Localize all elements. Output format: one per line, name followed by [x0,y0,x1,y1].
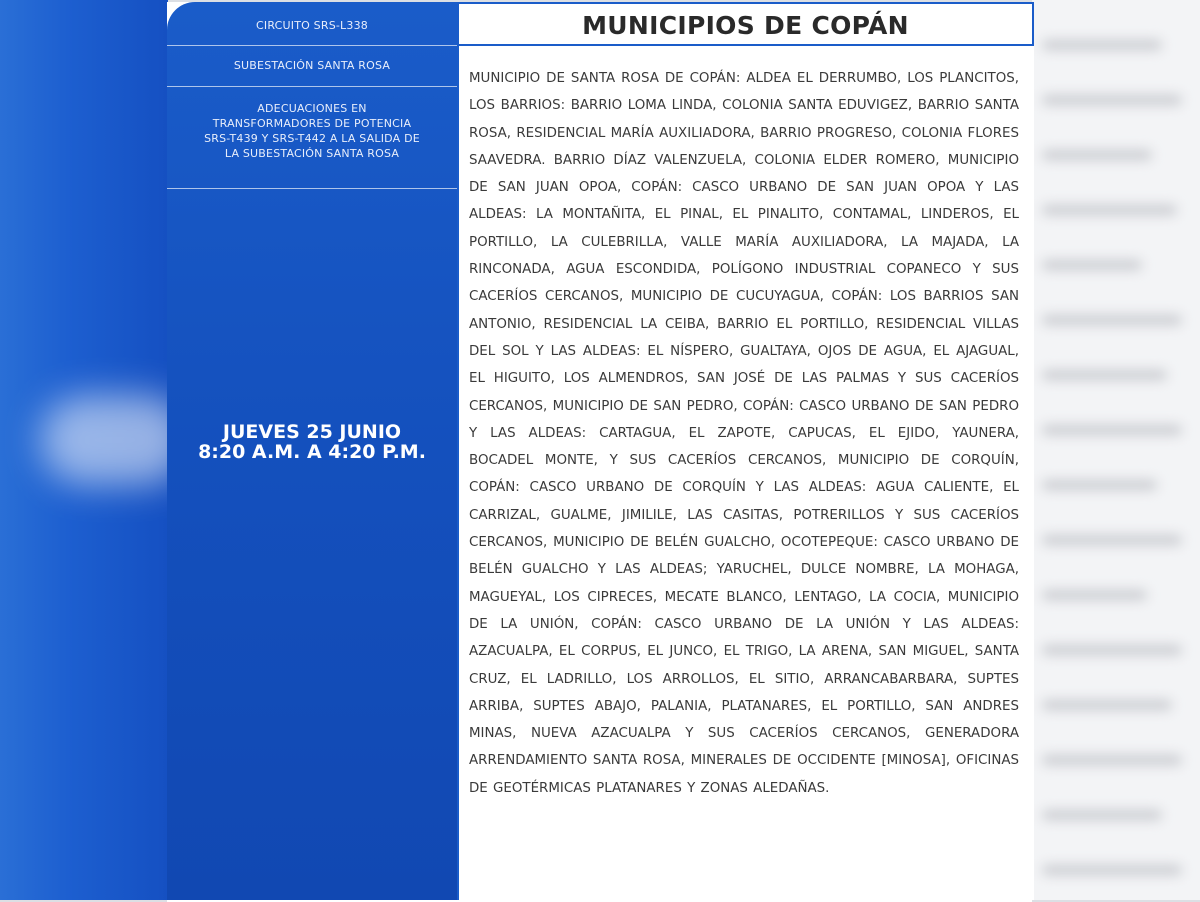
page-title: MUNICIPIOS DE COPÁN [582,11,909,40]
work-description-line: TRANSFORMADORES DE POTENCIA [212,117,412,130]
blurred-line [1042,40,1162,50]
work-description-line: SRS-T439 Y SRS-T442 A LA SALIDA DE [204,132,420,145]
schedule-datetime [167,422,457,462]
blurred-line [1042,810,1162,820]
blurred-line [1042,205,1177,215]
blurred-line [1042,700,1172,710]
blurred-line [1042,425,1182,435]
schedule-date: JUEVES 25 JUNIO [222,421,402,443]
circuit-label: CIRCUITO SRS-L338 [167,2,457,46]
blurred-line [1042,865,1182,875]
blurred-line [1042,645,1182,655]
blurred-shape [40,395,168,485]
blurred-line [1042,755,1182,765]
blurred-line [1042,480,1157,490]
schedule-panel [167,2,457,900]
blurred-line [1042,535,1182,545]
schedule-time: 8:20 A.M. A 4:20 P.M. [198,441,426,463]
work-description-line: LA SUBESTACIÓN SANTA ROSA [224,147,400,160]
title-bar [459,2,1034,46]
substation-label: SUBESTACIÓN SANTA ROSA [167,46,457,87]
work-description-line: ADECUACIONES EN [257,102,367,115]
blurred-line [1042,260,1142,270]
blurred-line [1042,315,1182,325]
affected-areas-list: MUNICIPIO DE SANTA ROSA DE COPÁN: ALDEA EL DERRUMBO, LOS PLANCITOS, LOS BARRIOS: BARRIO LOMA LINDA, COLONIA SANTA EDUVIGEZ, BARRIO SANTA ROSA, RESIDENCIAL MARÍA AUXILIADORA, BARRIO PROGRESO, COLONIA FLORES SAAVEDRA. BARRIO DÍAZ VALENZUELA, COLONIA ELDER ROMERO, MUNICIPIO DE SAN JUAN OPOA, COPÁN: CASCO URBANO DE SAN JUAN OPOA Y LAS ALDEAS: LA MONTAÑITA, EL PINAL, EL PINALITO, CONTAMAL, LINDEROS, EL PORTILLO, LA CULEBRILLA, VALLE MARÍA AUXILIADORA, LA MAJADA, LA RINCONADA, AGUA ESCONDIDA, POLÍGONO INDUSTRIAL COPANECO Y SUS CACERÍOS CERCANOS, MUNICIPIO DE CUCUYAGUA, COPÁN: LOS BARRIOS SAN ANTONIO, RESIDENCIAL LA CEIBA, BARRIO EL PORTILLO, RESIDENCIAL VILLAS DEL SOL Y LAS ALDEAS: EL NÍSPERO, GUALTAYA, OJOS DE AGUA, EL AJAGUAL, EL HIGUITO, LOS ALMENDROS, SAN JOSÉ DE LAS PALMAS Y SUS CACERÍOS CERCANOS, MUNICIPIO DE SAN PEDRO, COPÁN: CASCO URBANO DE SAN PEDRO Y LAS ALDEAS: CARTAGUA, EL ZAPOTE, CAPUCAS, EL EJIDO, YAUNERA, BOCADEL MONTE, Y SUS CACERÍOS CERCANOS, MUNICIPIO DE CORQUÍN, COPÁN: CASCO URBANO DE CORQUÍN Y LAS ALDEAS: AGUA CALIENTE, EL CARRIZAL, GUALME, JIMILILE, LAS CASITAS, POTRERILLOS Y SUS CACERÍOS CERCANOS, MUNICIPIO DE BELÉN GUALCHO, OCOTEPEQUE: CASCO URBANO DE BELÉN GUALCHO Y LAS ALDEAS; YARUCHEL, DULCE NOMBRE, LA MOHAGA, MAGUEYAL, LOS CIPRECES, MECATE BLANCO, LENTAGO, LA COCIA, MUNICIPIO DE LA UNIÓN, COPÁN: CASCO URBANO DE LA UNIÓN Y LAS ALDEAS: AZACUALPA, EL CORPUS, EL JUNCO, EL TRIGO, LA ARENA, SAN MIGUEL, SANTA CRUZ, EL LADRILLO, LOS ARROLLOS, EL SITIO, ARRANCABARBARA, SUPTES ARRIBA, SUPTES ABAJO, PALANIA, PLATANARES, EL PORTILLO, SAN ANDRES MINAS, NUEVA AZACUALPA Y SUS CACERÍOS CERCANOS, GENERADORA ARRENDAMIENTO SANTA ROSA, MINERALES DE OCCIDENTE [MINOSA], OFICINAS DE GEOTÉRMICAS PLATANARES Y ZONAS ALEDAÑAS. [469,71,1019,796]
blurred-line [1042,590,1147,600]
work-description [167,87,457,189]
blurred-line [1042,150,1152,160]
blurred-background-left [0,0,168,900]
blurred-background-right [1032,0,1200,900]
blurred-line [1042,370,1167,380]
outage-notice-card [167,2,1032,902]
blurred-line [1042,95,1182,105]
affected-areas-panel [457,2,1034,900]
